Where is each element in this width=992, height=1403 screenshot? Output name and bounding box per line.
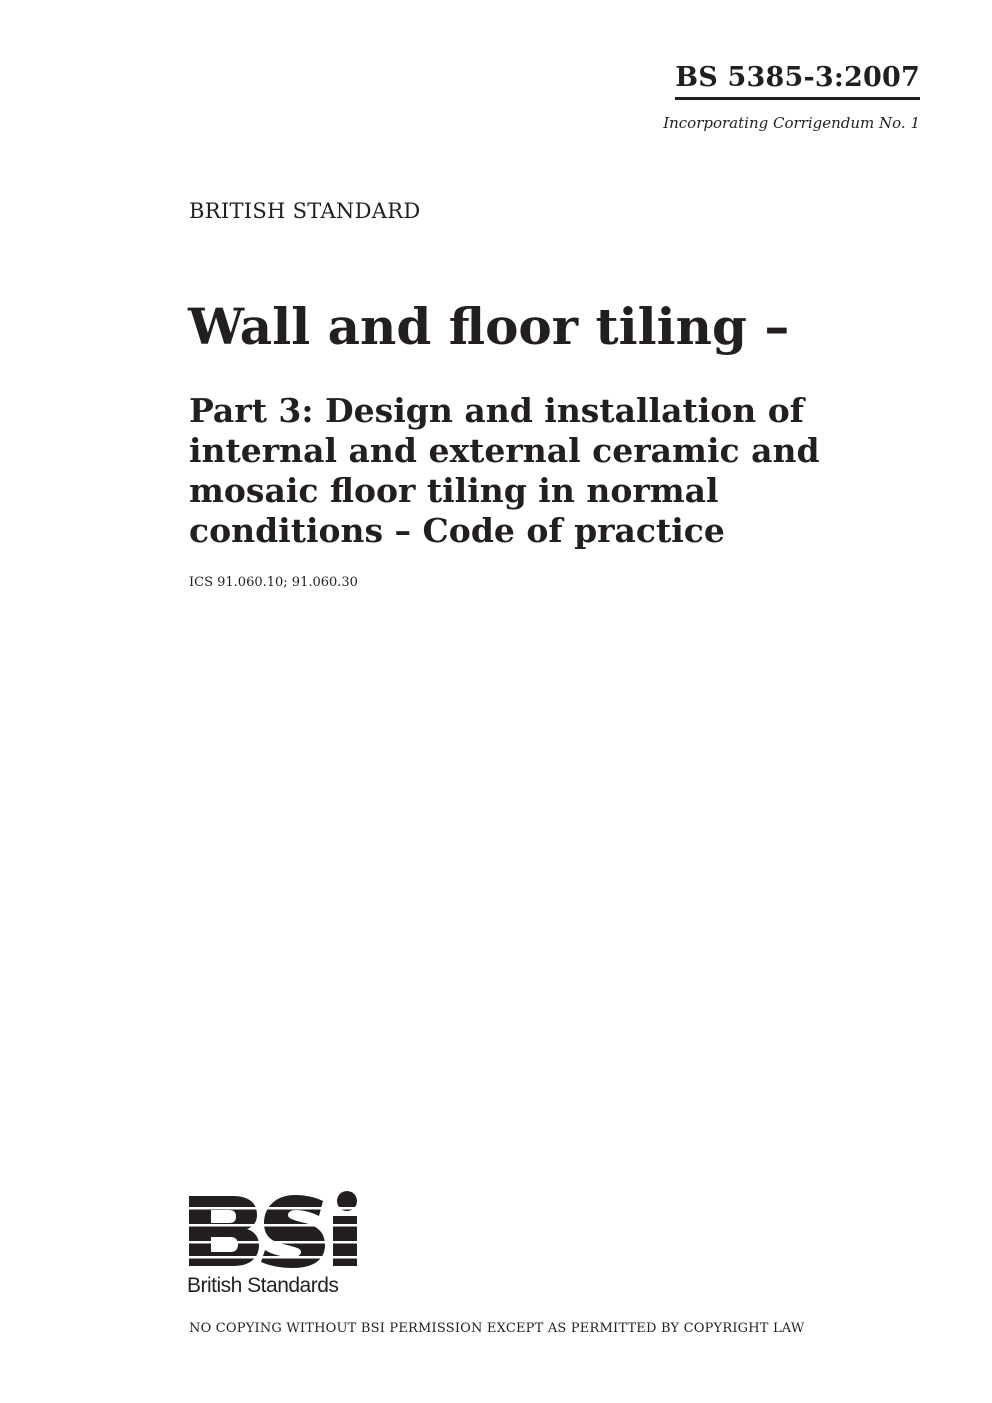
bsi-logo xyxy=(187,1190,372,1298)
document-category: BRITISH STANDARD xyxy=(189,199,421,223)
standard-number: BS 5385-3:2007 xyxy=(675,62,920,100)
bsi-logo-mark xyxy=(187,1190,369,1268)
bsi-logo-caption: British Standards xyxy=(187,1274,339,1297)
corrigendum-note: Incorporating Corrigendum No. 1 xyxy=(663,114,920,132)
document-subtitle: Part 3: Design and installation of internal and external ceramic and mosaic floor tiling in normal conditions – Code of practice xyxy=(189,391,820,550)
ics-codes: ICS 91.060.10; 91.060.30 xyxy=(189,575,358,590)
document-title: Wall and floor tiling – xyxy=(188,297,790,356)
copyright-notice: NO COPYING WITHOUT BSI PERMISSION EXCEPT AS PERMITTED BY COPYRIGHT LAW xyxy=(189,1321,805,1336)
